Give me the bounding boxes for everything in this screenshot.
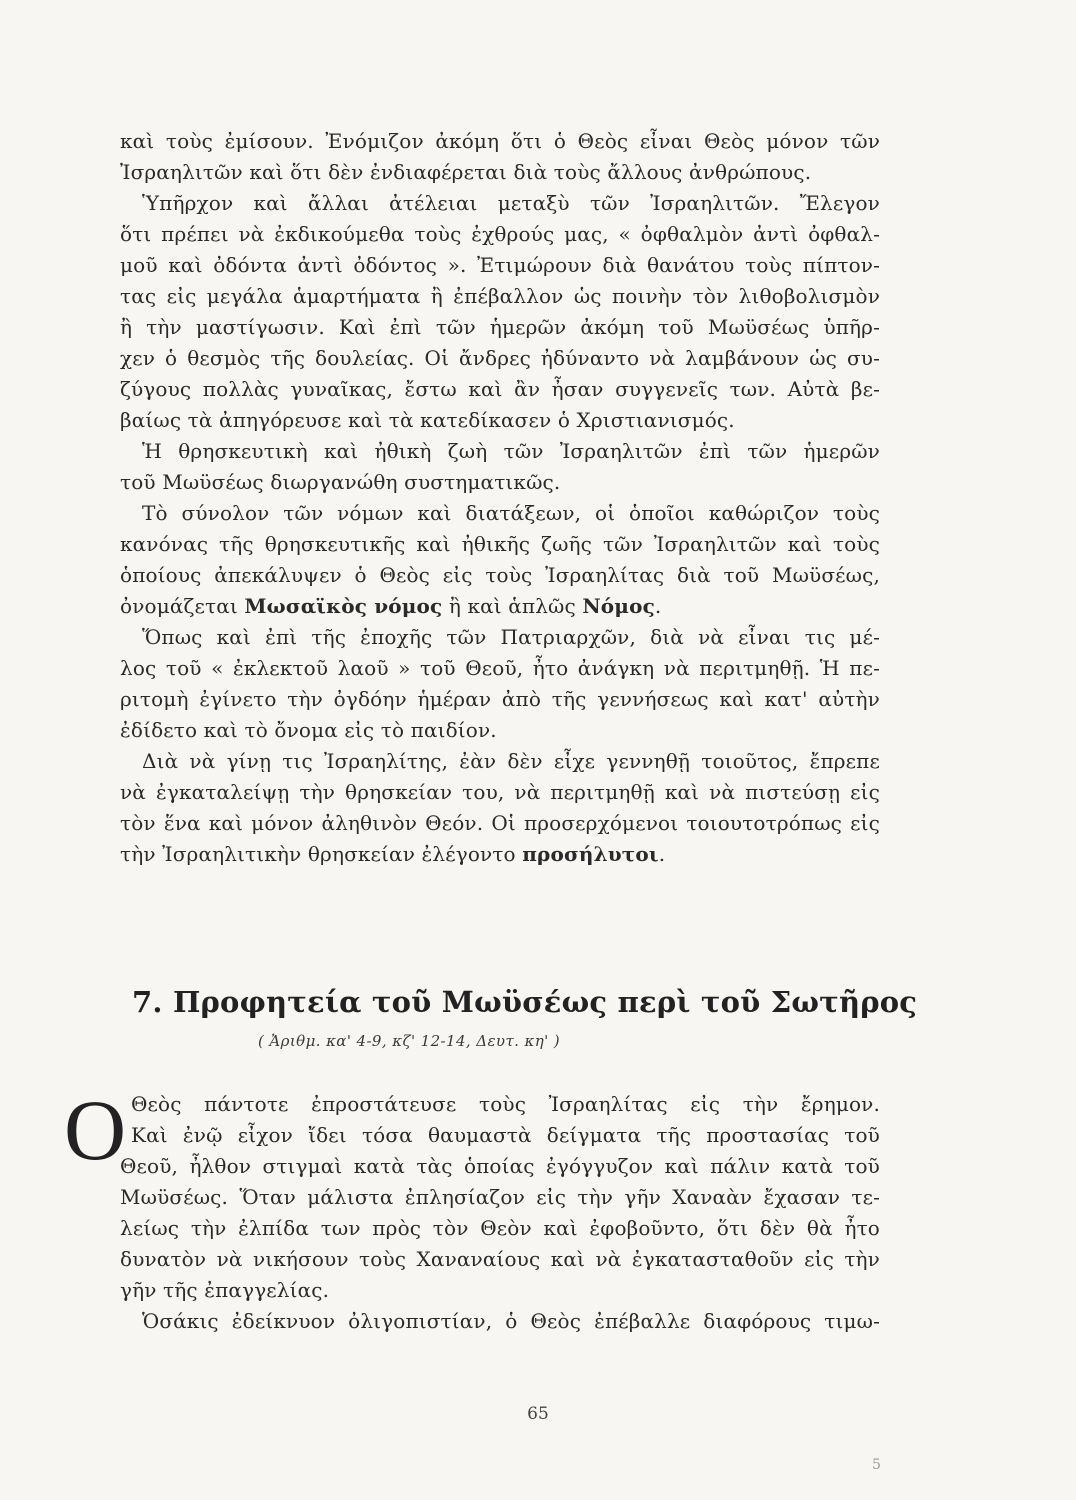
line-text: ζύγους πολλὰς γυναῖκας, ἔστω καὶ ἂν ἦσαν συγγενεῖς των. Αὐτὰ βε- [120, 377, 880, 401]
text-line [120, 1306, 880, 1337]
line-text: κανόνας τῆς θρησκευτικῆς καὶ ἠθικῆς ζωῆς τῶν Ἰσραηλιτῶν καὶ τοὺς [120, 532, 880, 556]
line-text: γῆν τῆς ἐπαγγελίας. [120, 1278, 330, 1302]
text-line [120, 1151, 880, 1182]
line-text: . [654, 594, 662, 618]
line-text: Τὸ σύνολον τῶν νόμων καὶ διατάξεων, οἱ ὁποῖοι καθώριζον τοὺς [142, 501, 880, 525]
line-text: ὁποίους ἀπεκάλυψεν ὁ Θεὸς εἰς τοὺς Ἰσραηλίτας διὰ τοῦ Μωϋσέως, [120, 563, 880, 587]
text-line [120, 467, 880, 498]
line-text: ὅτι πρέπει νὰ ἐκδικούμεθα τοὺς ἐχθρούς μας, « ὀφθαλμὸν ἀντὶ ὀφθαλ- [120, 222, 880, 246]
text-line [120, 436, 880, 467]
page-number: 65 [527, 1404, 549, 1424]
text-line [120, 1120, 880, 1151]
line-text: Καὶ ἐνῷ εἶχον ἴδει τόσα θαυμαστὰ δείγματα τῆς προστασίας τοῦ [131, 1123, 880, 1147]
text-line [120, 374, 880, 405]
line-text: Ἰσραηλιτῶν καὶ ὅτι δὲν ἐνδιαφέρεται διὰ τοὺς ἄλλους ἀνθρώπους. [120, 160, 812, 184]
line-text: Ὑπῆρχον καὶ ἄλλαι ἀτέλειαι μεταξὺ τῶν Ἰσραηλιτῶν. Ἔλεγον [142, 191, 880, 215]
text-line [120, 622, 880, 653]
text-line [120, 1244, 880, 1275]
text-line [120, 560, 880, 591]
text-line [120, 126, 880, 157]
line-text: καὶ τοὺς ἐμίσουν. Ἐνόμιζον ἀκόμη ὅτι ὁ Θεὸς εἶναι Θεὸς μόνον τῶν [120, 129, 880, 153]
line-text: ἐδίδετο καὶ τὸ ὄνομα εἰς τὸ παιδίον. [120, 718, 497, 742]
text-line [120, 405, 880, 436]
line-text: τὴν Ἰσραηλιτικὴν θρησκείαν ἐλέγοντο [120, 842, 523, 866]
section-title: 7. Προφητεία τοῦ Μωϋσέως περὶ τοῦ Σωτῆρος [132, 985, 918, 1019]
line-text: ἢ καὶ ἁπλῶς [442, 594, 583, 618]
text-line [120, 684, 880, 715]
line-text: τοῦ Μωϋσέως διωργανώθη συστηματικῶς. [120, 470, 561, 494]
line-text: τας εἰς μεγάλα ἁμαρτήματα ἢ ἐπέβαλλον ὡς ποινὴν τὸν λιθοβολισμὸν [120, 284, 880, 308]
text-line [120, 746, 880, 777]
line-text: Ὅπως καὶ ἐπὶ τῆς ἐποχῆς τῶν Πατριαρχῶν, διὰ νὰ εἶναι τις μέ- [142, 625, 880, 649]
section-reference: ( Ἀριθμ. κα' 4-9, κζ' 12-14, Δευτ. κη' ) [258, 1032, 561, 1050]
line-text: Ἡ θρησκευτικὴ καὶ ἠθικὴ ζωὴ τῶν Ἰσραηλιτῶν ἐπὶ τῶν ἡμερῶν [142, 439, 880, 463]
text-line [120, 777, 880, 808]
line-text: τὸν ἕνα καὶ μόνον ἀληθινὸν Θεόν. Οἱ προσερχόμενοι τοιουτοτρόπως εἰς [120, 811, 880, 835]
text-line [120, 529, 880, 560]
line-text: νὰ ἐγκαταλείψῃ τὴν θρησκείαν του, νὰ περιτμηθῇ καὶ νὰ πιστεύσῃ εἰς [120, 780, 880, 804]
bold-term: προσήλυτοι [522, 842, 659, 866]
text-line [120, 653, 880, 684]
line-text: Θεὸς πάντοτε ἐπροστάτευσε τοὺς Ἰσραηλίτας εἰς τὴν ἔρημον. [131, 1092, 880, 1116]
text-line [120, 591, 880, 622]
top-text-block [120, 126, 880, 870]
line-text: Ὁσάκις ἐδείκνυον ὀλιγοπιστίαν, ὁ Θεὸς ἐπέβαλλε διαφόρους τιμω- [142, 1309, 880, 1333]
line-text: μοῦ καὶ ὀδόντα ἀντὶ ὀδόντος ». Ἐτιμώρουν διὰ θανάτου τοὺς πίπτον- [120, 253, 880, 277]
text-line [120, 281, 880, 312]
line-text: Θεοῦ, ἦλθον στιγμαὶ κατὰ τὰς ὁποίας ἐγόγγυζον καὶ πάλιν κατὰ τοῦ [120, 1154, 880, 1178]
corner-mark: 5 [872, 1457, 881, 1473]
text-line [120, 343, 880, 374]
text-line [120, 219, 880, 250]
line-text: ριτομὴ ἐγίνετο τὴν ὀγδόην ἡμέραν ἀπὸ τῆς γεννήσεως καὶ κατ' αὐτὴν [120, 687, 880, 711]
text-line [120, 188, 880, 219]
text-line [120, 839, 880, 870]
line-text: λος τοῦ « ἐκλεκτοῦ λαοῦ » τοῦ Θεοῦ, ἦτο ἀνάγκη νὰ περιτμηθῇ. Ἡ πε- [120, 656, 880, 680]
line-text: Μωϋσέως. Ὅταν μάλιστα ἐπλησίαζον εἰς τὴν γῆν Χαναὰν ἔχασαν τε- [120, 1185, 880, 1209]
line-text: βαίως τὰ ἀπηγόρευσε καὶ τὰ κατεδίκασεν ὁ Χριστιανισμός. [120, 408, 735, 432]
text-line [120, 1182, 880, 1213]
text-line [120, 250, 880, 281]
text-line [120, 157, 880, 188]
drop-cap: Ο [64, 1082, 127, 1178]
line-text: δυνατὸν νὰ νικήσουν τοὺς Χαναναίους καὶ νὰ ἐγκατασταθοῦν εἰς τὴν [120, 1247, 880, 1271]
line-text: ὀνομάζεται [120, 594, 245, 618]
text-line [120, 498, 880, 529]
line-text: . [658, 842, 666, 866]
text-line [120, 808, 880, 839]
text-line [120, 312, 880, 343]
bottom-text-block [120, 1089, 880, 1337]
line-text: χεν ὁ θεσμὸς τῆς δουλείας. Οἱ ἄνδρες ἠδύναντο νὰ λαμβάνουν ὡς συ- [120, 346, 880, 370]
text-line [120, 1275, 880, 1306]
text-line [120, 1089, 880, 1120]
text-line [120, 715, 880, 746]
line-text: λείως τὴν ἐλπίδα των πρὸς τὸν Θεὸν καὶ ἐφοβοῦντο, ὅτι δὲν θὰ ἦτο [120, 1216, 880, 1240]
bold-term: Μωσαϊκὸς νόμος [244, 594, 443, 618]
line-text: ἢ τὴν μαστίγωσιν. Καὶ ἐπὶ τῶν ἡμερῶν ἀκόμη τοῦ Μωϋσέως ὑπῆρ- [120, 315, 880, 339]
bold-term: Νόμος [582, 594, 655, 618]
line-text: Διὰ νὰ γίνῃ τις Ἰσραηλίτης, ἐὰν δὲν εἶχε γεννηθῇ τοιοῦτος, ἔπρεπε [142, 749, 880, 773]
text-line [120, 1213, 880, 1244]
